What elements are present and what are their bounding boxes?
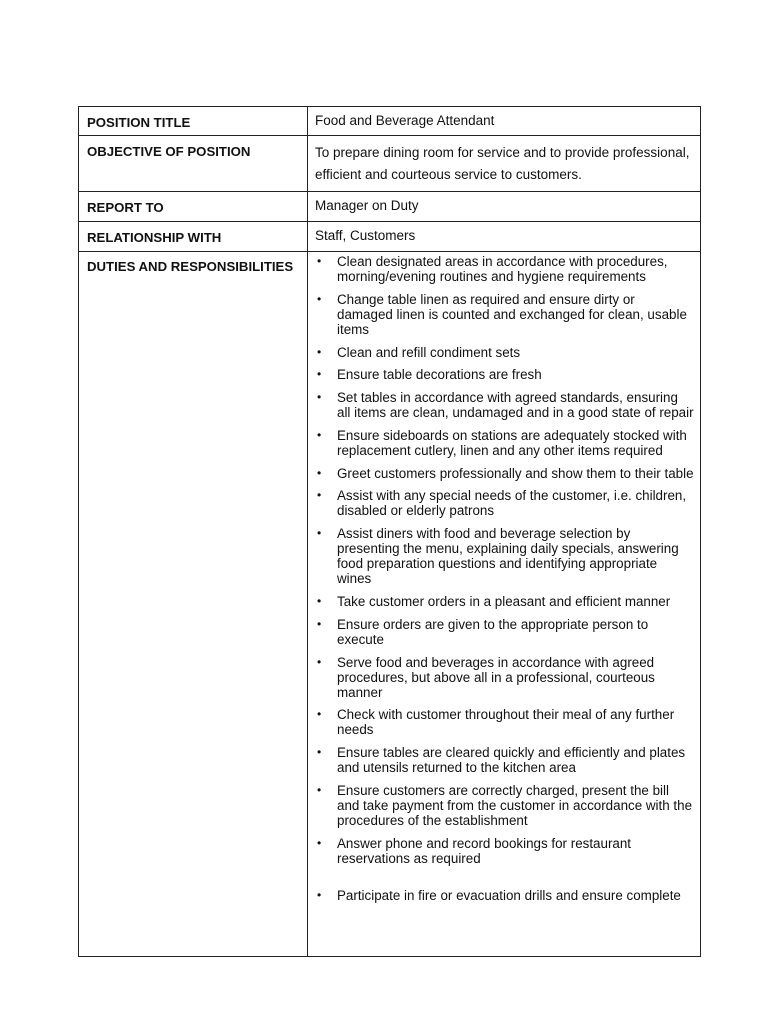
list-item [314,345,694,360]
list-item [314,466,694,481]
bullet-icon: • [317,654,322,669]
list-item [314,745,694,775]
list-item [314,836,694,866]
duty-text: Answer phone and record bookings for restaurant reservations as required [337,835,632,866]
bullet-icon: • [317,291,322,306]
bullet-icon: • [317,526,322,541]
duty-text: Ensure sideboards on stations are adequately stocked with replacement cutlery, linen and any other items required [337,427,687,458]
bullet-icon: • [317,390,322,405]
table-row [79,252,701,957]
report-to-value: Manager on Duty [308,192,701,222]
duty-text: Clean designated areas in accordance with procedures, morning/evening routines and hygiene requirements [337,254,668,285]
bullet-icon: • [317,427,322,442]
bullet-icon: • [317,254,322,268]
report-to-label: REPORT TO [79,192,308,222]
table-row [79,107,701,136]
objective-label: OBJECTIVE OF POSITION [79,136,308,192]
duty-text: Ensure table decorations are fresh [337,367,542,383]
duty-text: Check with customer throughout their meal of any further needs [337,707,675,738]
list-item [314,488,694,518]
table-row [79,222,701,252]
bullet-icon: • [317,465,322,480]
duty-text: Ensure tables are cleared quickly and efficiently and plates and utensils returned to the kitchen area [337,745,686,776]
list-item [314,292,694,337]
list-item [314,254,694,284]
bullet-icon: • [317,707,322,722]
list-item [314,783,694,828]
duty-text: Set tables in accordance with agreed standards, ensuring all items are clean, undamaged and in a good state of repair [337,390,694,421]
bullet-icon: • [317,782,322,797]
table-row [79,192,701,222]
duty-text: Change table linen as required and ensure dirty or damaged linen is counted and exchanged for clean, usable items [337,291,687,337]
list-item [314,655,694,700]
bullet-icon: • [317,888,322,902]
list-item [314,888,694,903]
bullet-icon: • [317,745,322,760]
duty-text: Assist with any special needs of the customer, i.e. children, disabled or elderly patrons [337,488,687,519]
duties-list [314,254,694,903]
duty-text: Assist diners with food and beverage selection by presenting the menu, explaining daily specials, answering food preparation questions and identifying appropriate wines [337,526,679,587]
list-item [314,617,694,647]
job-description-table [78,106,701,957]
bullet-icon: • [317,594,322,609]
list-item [314,594,694,609]
list-item [314,390,694,420]
position-title-label: POSITION TITLE [79,107,308,136]
duties-label: DUTIES AND RESPONSIBILITIES [79,252,308,957]
bullet-icon: • [317,488,322,503]
bullet-icon: • [317,344,322,359]
duty-text: Participate in fire or evacuation drills and ensure complete [337,888,681,903]
position-title-value: Food and Beverage Attendant [308,107,701,136]
duty-text: Greet customers professionally and show them to their table [337,465,694,481]
list-item [314,707,694,737]
bullet-icon: • [317,367,322,382]
duties-cell [308,252,701,957]
duty-text: Clean and refill condiment sets [337,344,521,360]
duty-text: Ensure orders are given to the appropriate person to execute [337,616,649,647]
list-item [314,428,694,458]
relationship-label: RELATIONSHIP WITH [79,222,308,252]
objective-value: To prepare dining room for service and to provide professional, efficient and courteous service to customers. [308,136,701,192]
relationship-value: Staff, Customers [308,222,701,252]
list-item [314,367,694,382]
bullet-icon: • [317,616,322,631]
duty-text: Ensure customers are correctly charged, present the bill and take payment from the customer in accordance with the procedures of the establishment [337,782,693,829]
bullet-icon: • [317,835,322,850]
duty-text: Serve food and beverages in accordance with agreed procedures, but above all in a professional, courteous manner [337,654,655,700]
table-row [79,136,701,192]
list-item [314,526,694,586]
duty-text: Take customer orders in a pleasant and efficient manner [337,594,671,610]
